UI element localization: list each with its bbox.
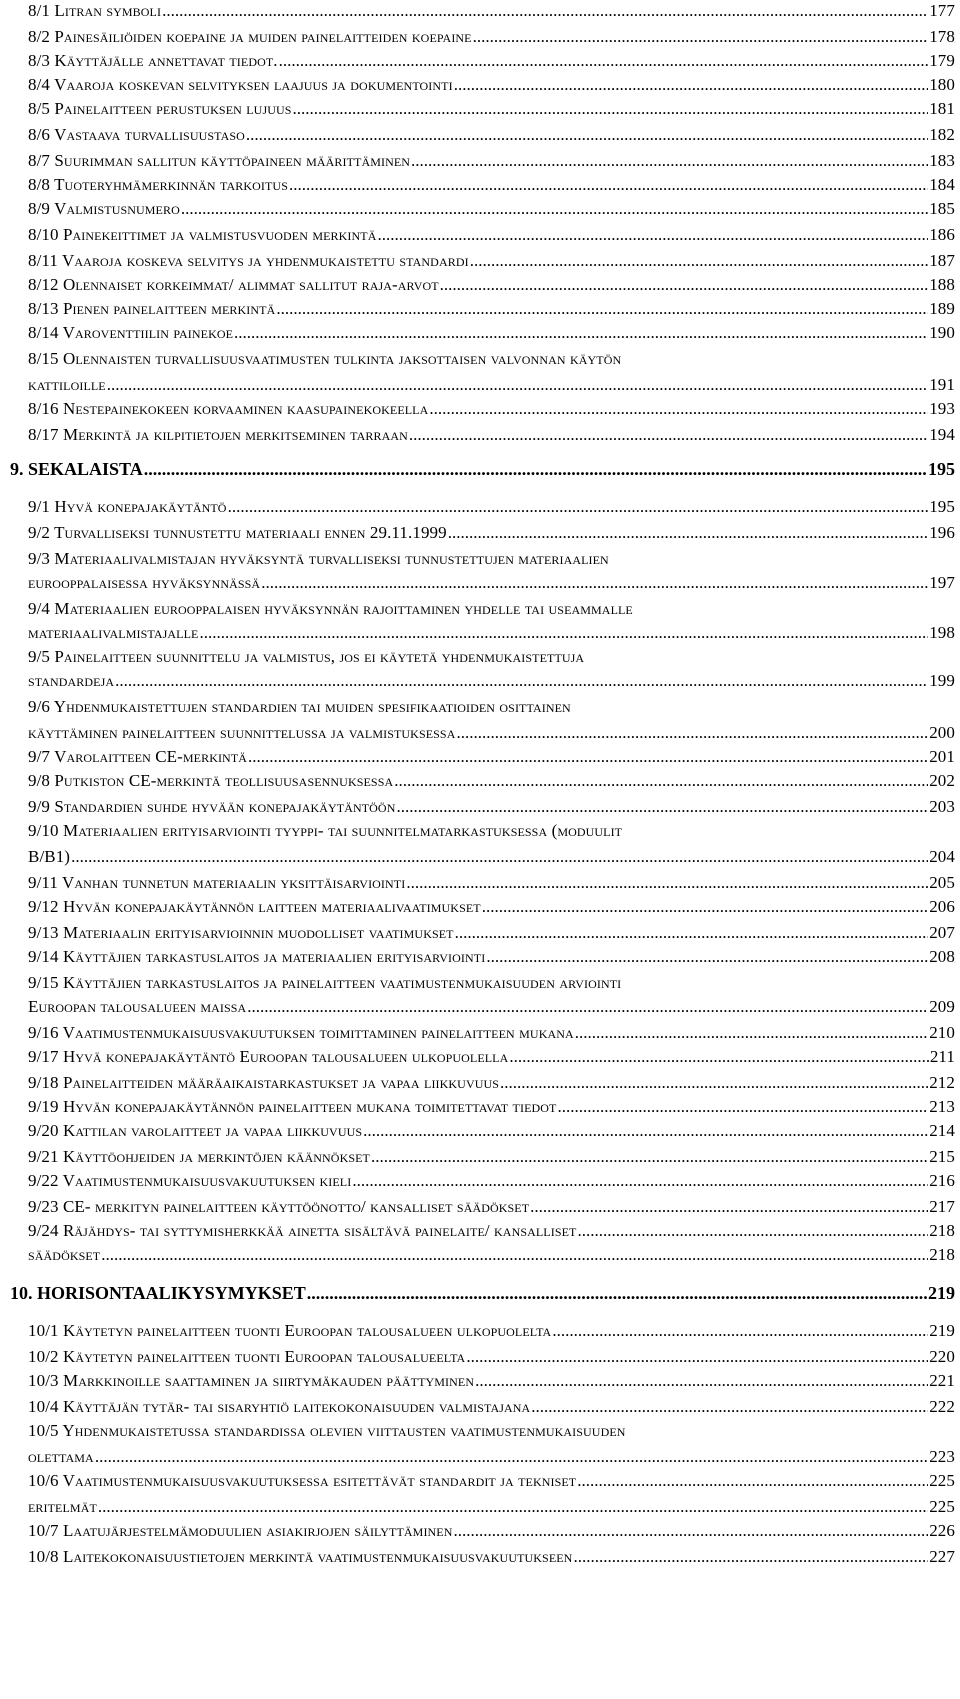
toc-page-number: 225 — [929, 1471, 955, 1490]
toc-entry[interactable] — [28, 770, 955, 792]
toc-leader-dots — [440, 274, 929, 296]
toc-page-number: 190 — [929, 323, 955, 342]
toc-entry[interactable] — [28, 1546, 955, 1568]
toc-entry[interactable] — [28, 746, 955, 768]
toc-entry[interactable] — [28, 846, 955, 868]
toc-entry-title: 10/7 Laatujärjestelmämoduulien asiakirjojen säilyttäminen — [28, 1521, 453, 1540]
toc-leader-dots — [234, 322, 928, 344]
toc-entry[interactable] — [28, 1520, 955, 1542]
toc-entry[interactable] — [28, 922, 955, 944]
toc-entry-title: 9/13 Materiaalin erityisarvioinnin muodolliset vaatimukset — [28, 923, 454, 942]
toc-chapter[interactable] — [10, 1282, 955, 1304]
toc-entry-title: 9/4 Materiaalien eurooppalaisen hyväksynnän rajoittaminen yhdelle tai useammalle — [28, 599, 633, 618]
toc-leader-dots — [377, 224, 928, 246]
toc-entry-title: 9/16 Vaatimustenmukaisuusvakuutuksen toimittaminen painelaitteen mukana — [28, 1023, 574, 1042]
toc-entry[interactable] — [28, 1196, 955, 1218]
toc-entry[interactable] — [28, 1320, 955, 1342]
toc-entry[interactable] — [28, 1146, 955, 1168]
toc-page-number: 177 — [929, 1, 955, 20]
toc-page-number: 210 — [929, 1023, 955, 1042]
toc-entry[interactable] — [28, 50, 955, 72]
toc-entry[interactable] — [28, 1022, 955, 1044]
toc-entry[interactable] — [28, 0, 955, 22]
toc-leader-dots — [530, 1196, 928, 1218]
toc-entry-title: standardeja — [28, 671, 115, 690]
toc-page-number: 208 — [929, 947, 955, 966]
toc-entry[interactable] — [28, 946, 955, 968]
toc-leader-dots — [409, 424, 928, 446]
toc-leader-dots — [411, 150, 928, 172]
toc-entry-title: 9/19 Hyvän konepajakäytännön painelaitteen mukana toimitettavat tiedot — [28, 1097, 557, 1116]
toc-leader-dots — [575, 1022, 928, 1044]
toc-leader-dots — [577, 1470, 928, 1492]
toc-entry[interactable] — [28, 670, 955, 692]
toc-leader-dots — [454, 74, 929, 96]
toc-leader-dots — [475, 1370, 928, 1392]
toc-entry-title: eritelmät — [28, 1497, 97, 1516]
toc-page-number: 184 — [929, 175, 955, 194]
toc-entry[interactable] — [28, 26, 955, 48]
toc-page-number: 213 — [929, 1097, 955, 1116]
toc-leader-dots — [557, 1096, 928, 1118]
toc-entry-title: 8/15 Olennaisten turvallisuusvaatimusten tulkinta jaksottaisen valvonnan käytön — [28, 349, 622, 368]
toc-page-number: 188 — [929, 275, 955, 294]
toc-entry-title: 10/2 Käytetyn painelaitteen tuonti Euroopan talousalueelta — [28, 1347, 466, 1366]
toc-entry[interactable] — [28, 124, 955, 146]
toc-page-number: 226 — [929, 1521, 955, 1540]
toc-entry-title: 9/20 Kattilan varolaitteet ja vapaa liikkuvuus — [28, 1121, 363, 1140]
toc-entry-title: 8/9 Valmistusnumero — [28, 199, 180, 218]
toc-entry-title: säädökset — [28, 1245, 101, 1264]
toc-leader-dots — [448, 522, 928, 544]
toc-entry[interactable] — [28, 1470, 955, 1492]
toc-entry[interactable] — [28, 972, 955, 994]
toc-entry[interactable] — [28, 424, 955, 446]
toc-page-number: 182 — [929, 125, 955, 144]
toc-page-number: 196 — [929, 523, 955, 542]
toc-leader-dots — [531, 1396, 928, 1418]
toc-page-number: 219 — [928, 1283, 955, 1303]
toc-page-number: 191 — [929, 375, 955, 394]
toc-entry-title: 10/4 Käyttäjän tytär- tai sisaryhtiö laitekokonaisuuden valmistajana — [28, 1397, 531, 1416]
toc-entry[interactable] — [28, 1120, 955, 1142]
toc-entry-title: eurooppalaisessa hyväksynnässä — [28, 573, 261, 592]
toc-page-number: 180 — [929, 75, 955, 94]
toc-entry[interactable] — [28, 1046, 955, 1068]
toc-page-number: 195 — [929, 497, 955, 516]
toc-leader-dots — [509, 1046, 928, 1068]
toc-entry[interactable] — [28, 722, 955, 744]
toc-page-number: 219 — [929, 1321, 955, 1340]
toc-entry[interactable] — [28, 74, 955, 96]
toc-entry-title: 10/3 Markkinoille saattaminen ja siirtymäkauden päättyminen — [28, 1371, 475, 1390]
toc-leader-dots — [279, 50, 929, 72]
toc-entry-title: 9/22 Vaatimustenmukaisuusvakuutuksen kieli — [28, 1171, 352, 1190]
toc-leader-dots — [486, 946, 928, 968]
toc-entry-title: 9/21 Käyttöohjeiden ja merkintöjen käännökset — [28, 1147, 370, 1166]
toc-entry-title: 9/1 Hyvä konepajakäytäntö — [28, 497, 227, 516]
toc-entry-title: 8/6 Vastaava turvallisuustaso — [28, 125, 245, 144]
toc-leader-dots — [71, 846, 928, 868]
toc-leader-dots — [247, 996, 928, 1018]
toc-leader-dots — [394, 770, 928, 792]
toc-leader-dots — [144, 458, 927, 480]
toc-page-number: 194 — [929, 425, 955, 444]
toc-leader-dots — [101, 1244, 928, 1266]
toc-page-number: 201 — [929, 747, 955, 766]
toc-page-number: 181 — [929, 99, 955, 118]
toc-entry-title: 8/12 Olennaiset korkeimmat/ alimmat sallitut raja-arvot — [28, 275, 439, 294]
toc-entry[interactable] — [28, 872, 955, 894]
toc-page-number: 203 — [929, 797, 955, 816]
toc-leader-dots — [107, 374, 928, 396]
toc-page-number: 197 — [929, 573, 955, 592]
toc-page-number: 206 — [929, 897, 955, 916]
toc-entry-title: kattiloille — [28, 375, 106, 394]
toc-entry[interactable] — [28, 1420, 955, 1442]
toc-page-number: 225 — [929, 1497, 955, 1516]
toc-entry[interactable] — [28, 374, 955, 396]
toc-leader-dots — [307, 1282, 927, 1304]
toc-entry[interactable] — [28, 150, 955, 172]
toc-page-number: 204 — [929, 847, 955, 866]
toc-entry-title: 8/10 Painekeittimet ja valmistusvuoden merkintä — [28, 225, 377, 244]
toc-leader-dots — [363, 1120, 928, 1142]
toc-leader-dots — [482, 896, 928, 918]
toc-entry[interactable] — [28, 1496, 955, 1518]
toc-page-number: 187 — [929, 251, 955, 270]
toc-entry-title: Euroopan talousalueen maissa — [28, 997, 247, 1016]
toc-entry-title: 8/16 Nestepainekokeen korvaaminen kaasupainekokeella — [28, 399, 429, 418]
toc-leader-dots — [289, 174, 928, 196]
toc-leader-dots — [500, 1072, 928, 1094]
toc-entry-title: 9/8 Putkiston CE-merkintä teollisuusasennuksessa — [28, 771, 394, 790]
toc-page-number: 183 — [929, 151, 955, 170]
toc-entry-title: 8/3 Käyttäjälle annettavat tiedot. — [28, 51, 278, 70]
toc-entry-title: 9/5 Painelaitteen suunnittelu ja valmistus, jos ei käytetä yhdenmukaistettuja — [28, 647, 585, 666]
toc-page-number: 211 — [929, 1047, 955, 1066]
toc-entry[interactable] — [28, 98, 955, 120]
toc-leader-dots — [429, 398, 928, 420]
toc-page-number: 205 — [929, 873, 955, 892]
toc-entry-title: 8/5 Painelaitteen perustuksen lujuus — [28, 99, 292, 118]
toc-entry[interactable] — [28, 274, 955, 296]
toc-page-number: 199 — [929, 671, 955, 690]
toc-page-number: 202 — [929, 771, 955, 790]
toc-entry-title: materiaalivalmistajalle — [28, 623, 199, 642]
toc-leader-dots — [246, 124, 928, 146]
toc-page-number: 215 — [929, 1147, 955, 1166]
toc-entry[interactable] — [28, 572, 955, 594]
toc-entry-title: olettama — [28, 1447, 94, 1466]
toc-entry-title: 9/17 Hyvä konepajakäytäntö Euroopan talousalueen ulkopuolella — [28, 1047, 509, 1066]
toc-leader-dots — [261, 572, 928, 594]
toc-entry-title: 10/1 Käytetyn painelaitteen tuonti Euroopan talousalueen ulkopuolelta — [28, 1321, 552, 1340]
toc-leader-dots — [248, 746, 928, 768]
toc-entry[interactable] — [28, 1396, 955, 1418]
toc-page-number: 216 — [929, 1171, 955, 1190]
toc-entry-title: 9/10 Materiaalien erityisarviointi tyyppi- tai suunnitelmatarkastuksessa (moduulit — [28, 821, 623, 840]
toc-page-number: 212 — [929, 1073, 955, 1092]
toc-page-number: 179 — [929, 51, 955, 70]
toc-leader-dots — [115, 670, 928, 692]
toc-entry-title: 8/14 Varoventtiilin painekoe — [28, 323, 234, 342]
toc-leader-dots — [162, 0, 928, 22]
toc-entry-title: 9/3 Materiaalivalmistajan hyväksyntä turvalliseksi tunnustettujen materiaalien — [28, 549, 609, 568]
toc-page-number: 223 — [929, 1447, 955, 1466]
toc-leader-dots — [577, 1220, 928, 1242]
toc-entry[interactable] — [28, 598, 955, 620]
toc-leader-dots — [455, 922, 929, 944]
toc-entry-title: 9/14 Käyttäjien tarkastuslaitos ja materiaalien erityisarviointi — [28, 947, 486, 966]
toc-entry-title: 9. SEKALAISTA — [10, 459, 143, 479]
toc-leader-dots — [552, 1320, 928, 1342]
toc-page-number: 207 — [929, 923, 955, 942]
toc-leader-dots — [276, 298, 928, 320]
toc-leader-dots — [406, 872, 928, 894]
toc-page-number: 189 — [929, 299, 955, 318]
toc-leader-dots — [95, 1446, 928, 1468]
toc-entry[interactable] — [28, 1346, 955, 1368]
toc-page-number: 218 — [929, 1221, 955, 1240]
toc-entry[interactable] — [28, 548, 955, 570]
toc-leader-dots — [473, 26, 929, 48]
toc-page-number: 178 — [929, 27, 955, 46]
toc-entry-title: 10/6 Vaatimustenmukaisuusvakuutuksessa esitettävät standardit ja tekniset — [28, 1471, 577, 1490]
toc-entry[interactable] — [28, 1096, 955, 1118]
toc-entry[interactable] — [28, 174, 955, 196]
toc-leader-dots — [573, 1546, 928, 1568]
toc-leader-dots — [456, 722, 928, 744]
toc-entry-title: 8/4 Vaaroja koskevan selvityksen laajuus ja dokumentointi — [28, 75, 453, 94]
toc-leader-dots — [98, 1496, 928, 1518]
toc-page-number: 222 — [929, 1397, 955, 1416]
toc-entry-title: 9/11 Vanhan tunnetun materiaalin yksittäisarviointi — [28, 873, 406, 892]
toc-leader-dots — [293, 98, 929, 120]
toc-page-number: 198 — [929, 623, 955, 642]
toc-entry[interactable] — [28, 622, 955, 644]
toc-entry[interactable] — [28, 1220, 955, 1242]
toc-entry-title: 9/7 Varolaitteen CE-merkintä — [28, 747, 248, 766]
toc-entry[interactable] — [28, 1170, 955, 1192]
toc-entry[interactable] — [28, 496, 955, 518]
toc-entry-title: 8/17 Merkintä ja kilpitietojen merkitseminen tarraan — [28, 425, 408, 444]
toc-entry[interactable] — [28, 696, 955, 718]
toc-entry[interactable] — [28, 348, 955, 370]
toc-entry-title: 10/8 Laitekokonaisuustietojen merkintä vaatimustenmukaisuusvakuutukseen — [28, 1547, 573, 1566]
toc-leader-dots — [228, 496, 929, 518]
toc-entry-title: B/B1) — [28, 847, 71, 866]
toc-entry[interactable] — [28, 224, 955, 246]
toc-entry-title: 9/18 Painelaitteiden määräaikaistarkastukset ja vapaa liikkuvuus — [28, 1073, 500, 1092]
toc-leader-dots — [199, 622, 928, 644]
toc-entry-title: 8/7 Suurimman sallitun käyttöpaineen määrittäminen — [28, 151, 411, 170]
toc-entry-title: 8/8 Tuoteryhmämerkinnän tarkoitus — [28, 175, 288, 194]
toc-entry[interactable] — [28, 398, 955, 420]
toc-entry-title: 10. HORISONTAALIKYSYMYKSET — [10, 1283, 306, 1303]
toc-entry-title: 9/12 Hyvän konepajakäytännön laitteen materiaalivaatimukset — [28, 897, 481, 916]
toc-leader-dots — [181, 198, 928, 220]
toc-leader-dots — [396, 796, 928, 818]
toc-entry-title: 8/1 Litran symboli — [28, 1, 162, 20]
toc-entry[interactable] — [28, 250, 955, 272]
toc-leader-dots — [470, 250, 929, 272]
toc-page-number: 195 — [928, 459, 955, 479]
toc-entry-title: 9/15 Käyttäjien tarkastuslaitos ja painelaitteen vaatimustenmukaisuuden arviointi — [28, 973, 622, 992]
toc-page-number: 209 — [929, 997, 955, 1016]
toc-entry-title: 9/24 Räjähdys- tai syttymisherkkää ainetta sisältävä painelaite/ kansalliset — [28, 1221, 577, 1240]
toc-leader-dots — [352, 1170, 928, 1192]
toc-entry-title: 8/2 Painesäiliöiden koepaine ja muiden painelaitteiden koepaine — [28, 27, 472, 46]
toc-entry[interactable] — [28, 522, 955, 544]
toc-entry-title: 9/6 Yhdenmukaistettujen standardien tai muiden spesifikaatioiden osittainen — [28, 697, 571, 716]
toc-entry[interactable] — [28, 298, 955, 320]
toc-entry-title: 9/23 CE- merkityn painelaitteen käyttöönotto/ kansalliset säädökset — [28, 1197, 530, 1216]
toc-entry[interactable] — [28, 1072, 955, 1094]
toc-entry[interactable] — [28, 996, 955, 1018]
toc-entry[interactable] — [28, 646, 955, 668]
toc-page-number: 186 — [929, 225, 955, 244]
toc-entry[interactable] — [28, 820, 955, 842]
toc-page-number: 185 — [929, 199, 955, 218]
toc-entry[interactable] — [28, 198, 955, 220]
toc-entry-title: 8/13 Pienen painelaitteen merkintä — [28, 299, 276, 318]
toc-page-number: 193 — [929, 399, 955, 418]
toc-entry[interactable] — [28, 322, 955, 344]
toc-leader-dots — [371, 1146, 928, 1168]
toc-entry-title: 9/2 Turvalliseksi tunnustettu materiaali ennen 29.11.1999 — [28, 523, 447, 542]
toc-entry[interactable] — [28, 1370, 955, 1392]
toc-chapter[interactable] — [10, 458, 955, 480]
toc-leader-dots — [466, 1346, 928, 1368]
toc-entry[interactable] — [28, 796, 955, 818]
toc-page-number: 227 — [929, 1547, 955, 1566]
toc-entry-title: käyttäminen painelaitteen suunnittelussa ja valmistuksessa — [28, 723, 456, 742]
toc-page-number: 221 — [929, 1371, 955, 1390]
toc-entry-title: 10/5 Yhdenmukaistetussa standardissa olevien viittausten vaatimustenmukaisuuden — [28, 1421, 626, 1440]
toc-page-number: 200 — [929, 723, 955, 742]
toc-entry[interactable] — [28, 1446, 955, 1468]
toc-page-number: 220 — [929, 1347, 955, 1366]
toc-entry-title: 9/9 Standardien suhde hyvään konepajakäytäntöön — [28, 797, 396, 816]
toc-page-number: 217 — [929, 1197, 955, 1216]
toc-page-number: 214 — [929, 1121, 955, 1140]
toc-entry[interactable] — [28, 1244, 955, 1266]
toc-entry[interactable] — [28, 896, 955, 918]
toc-entry-title: 8/11 Vaaroja koskeva selvitys ja yhdenmukaistettu standardi — [28, 251, 469, 270]
toc-page-number: 218 — [929, 1245, 955, 1264]
toc-leader-dots — [454, 1520, 929, 1542]
